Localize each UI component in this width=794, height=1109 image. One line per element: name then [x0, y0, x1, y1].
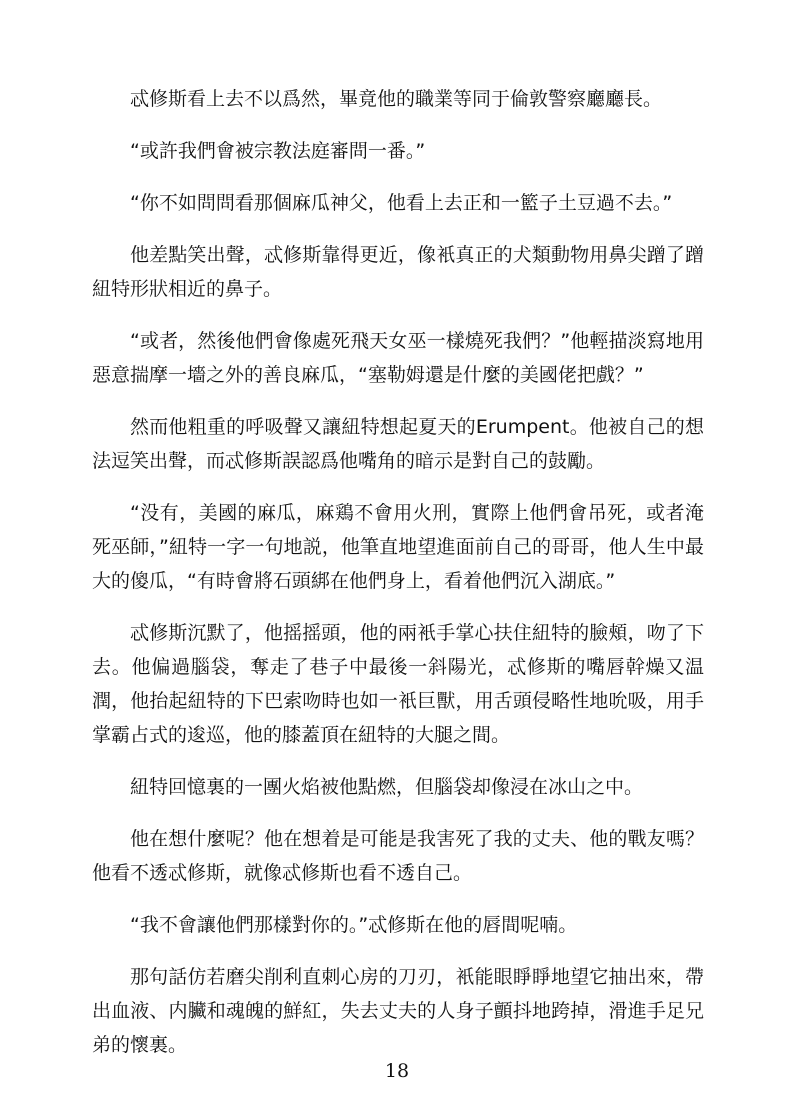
paragraph: “没有，美國的麻瓜，麻鶏不會用火刑，實際上他們會吊死，或者淹死巫師，”紐特一字一句地説，他筆直地望進面前自己的哥哥，他人生中最大的傻瓜，“有時會將石頭綁在他們身上，看着他們沉入湖底。”	[92, 502, 704, 592]
paragraph: “我不會讓他們那樣對你的。”忒修斯在他的唇間呢喃。	[130, 914, 578, 936]
paragraph: “或許我們會被宗教法庭審問一番。”	[130, 140, 426, 162]
paragraph: 那句話仿若磨尖削利直刺心房的刀刃，衹能眼睜睜地望它抽出來，帶出血液、内臟和魂魄的鮮紅，失去丈夫的人身子顫抖地跨掉，滑進手足兄弟的懷裏。	[92, 966, 704, 1056]
paragraph: 紐特回憶裏的一團火焰被他點燃，但腦袋却像浸在冰山之中。	[130, 776, 644, 798]
paragraph: 忒修斯看上去不以爲然，畢竟他的職業等同于倫敦警察廳廳長。	[130, 88, 663, 110]
paragraph: 他差點笑出聲，忒修斯靠得更近，像衹真正的犬類動物用鼻尖蹭了蹭紐特形狀相近的鼻子。	[92, 244, 704, 300]
paragraph: 忒修斯沉默了，他摇摇頭，他的兩衹手掌心扶住紐特的臉頰，吻了下去。他偏過腦袋，奪走了巷子中最後一斜陽光，忒修斯的嘴唇幹燥又温潤，他抬起紐特的下巴索吻時也如一衹巨獸，用舌頭侵略性地吮吸，用手掌霸占式的逡巡，他的膝蓋頂在紐特的大腿之間。	[92, 622, 704, 746]
text-body	[92, 82, 704, 1080]
paragraph: 他在想什麼呢？他在想着是可能是我害死了我的丈夫、他的戰友嗎？他看不透忒修斯，就像忒修斯也看不透自己。	[92, 828, 704, 884]
paragraph: “你不如問問看那個麻瓜神父，他看上去正和一籃子土豆過不去。”	[130, 192, 673, 214]
paragraph: “或者，然後他們會像處死飛天女巫一樣燒死我們？”他輕描淡寫地用惡意揣摩一墻之外的善良麻瓜，“塞勒姆還是什麼的美國佬把戲？”	[92, 330, 704, 386]
page-number: 18	[384, 1060, 410, 1082]
paragraph: 然而他粗重的呼吸聲又讓紐特想起夏天的Erumpent。他被自己的想法逗笑出聲，而忒修斯誤認爲他嘴角的暗示是對自己的鼓勵。	[92, 416, 704, 472]
